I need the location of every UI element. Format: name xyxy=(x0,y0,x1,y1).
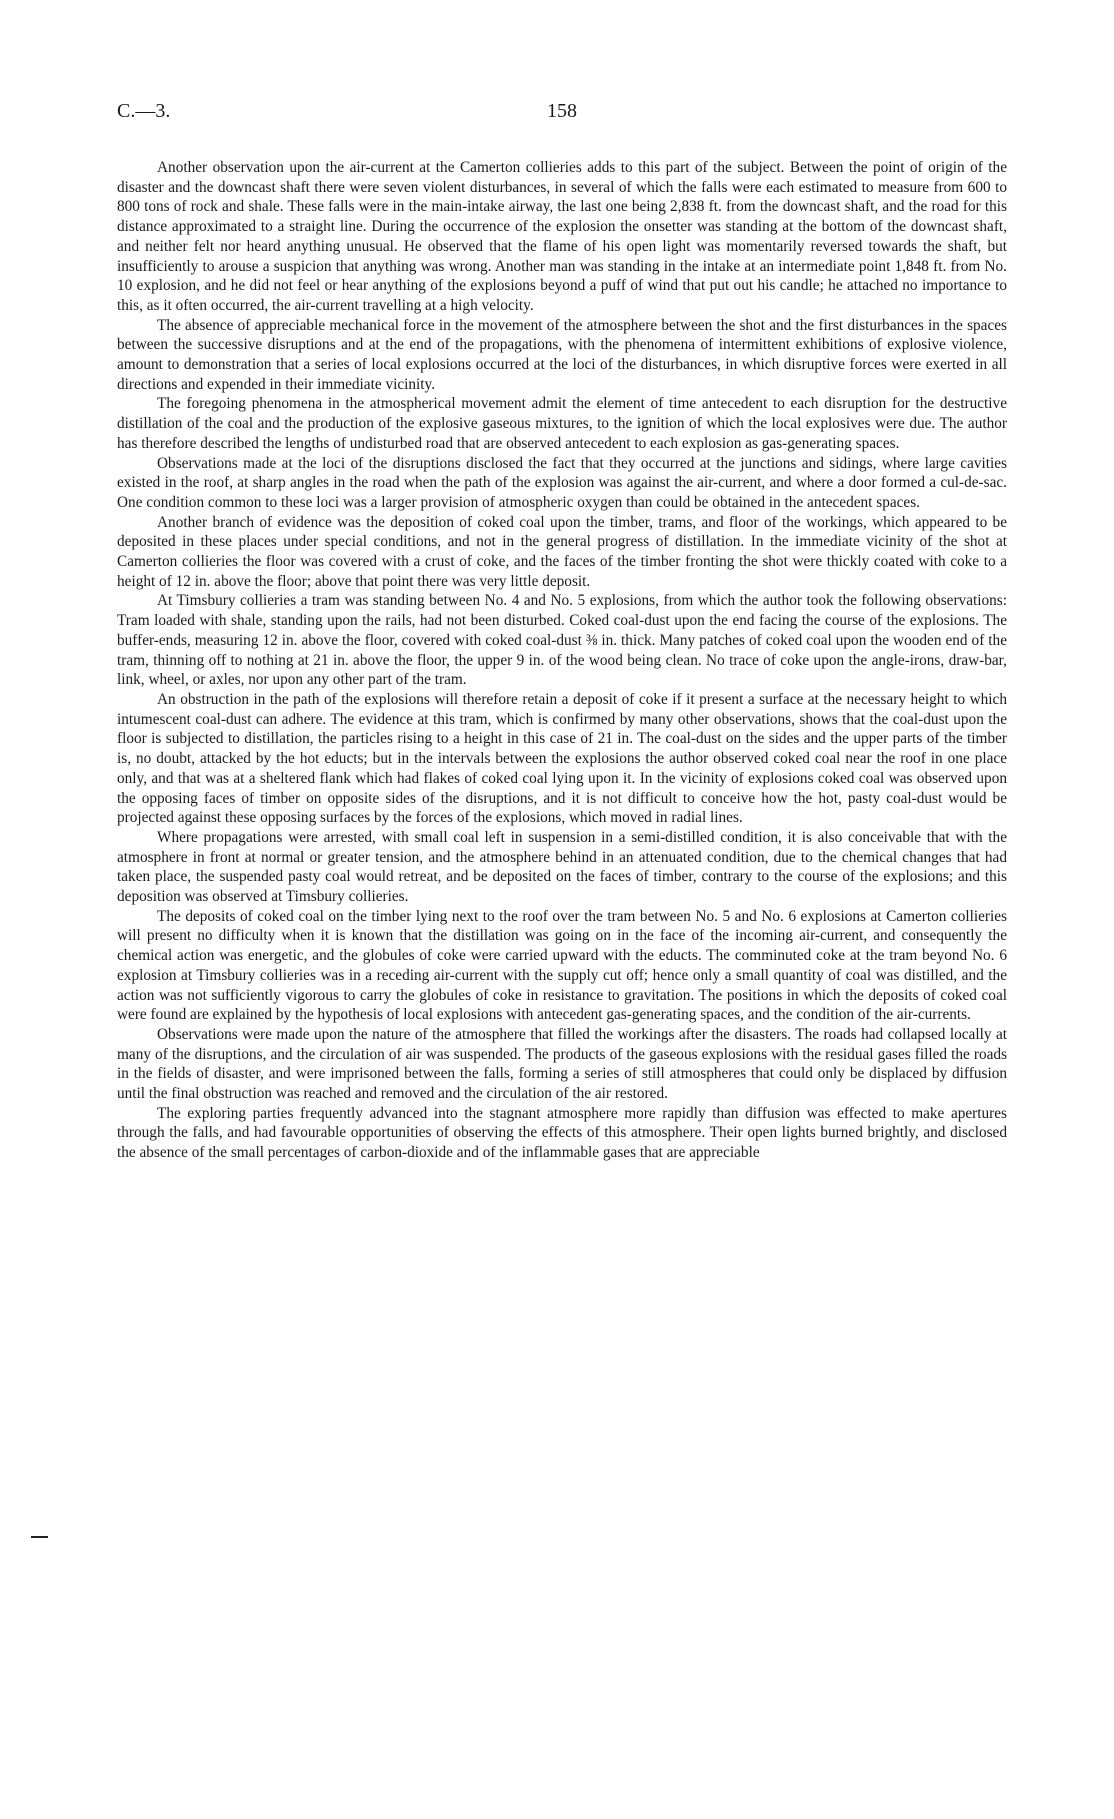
document-reference: C.—3. xyxy=(117,100,171,122)
running-head xyxy=(117,100,1007,140)
page-number: 158 xyxy=(547,100,577,122)
paragraph: At Timsbury collieries a tram was standing between No. 4 and No. 5 explosions, from which the author took the following observations: Tram loaded with shale, standing upon the rails, had not been disturbed. Coked coal-dust upon the end facing the course of the explosions. The buffer-ends, measuring 12 in. above the floor, covered with coked coal-dust ⅜ in. thick. Many patches of coked coal upon the wooden end of the tram, thinning off to nothing at 21 in. above the floor, the upper 9 in. of the wood being clean. No trace of coke upon the angle-irons, draw-bar, link, wheel, or axles, nor upon any other part of the tram. xyxy=(117,592,1007,689)
paragraph: Another observation upon the air-current at the Camerton collieries adds to this part of the subject. Between the point of origin of the disaster and the downcast shaft there were seven violent disturbances, in several of which the falls were each estimated to measure from 600 to 800 tons of rock and shale. These falls were in the main-intake airway, the last one being 2,838 ft. from the downcast shaft, and the road for this distance approximated to a straight line. During the occurrence of the explosion the onsetter was standing at the bottom of the downcast shaft, and neither felt nor heard anything unusual. He observed that the flame of his open light was momentarily reversed towards the shaft, but insufficiently to arouse a suspicion that anything was wrong. Another man was standing in the intake at an intermediate point 1,848 ft. from No. 10 explosion, and he did not feel or hear anything of the explosions beyond a puff of wind that put out his candle; he attached no importance to this, as it often occurred, the air-current travelling at a high velocity. xyxy=(117,159,1007,314)
paragraph: Observations were made upon the nature of the atmosphere that filled the workings after the disasters. The roads had collapsed locally at many of the disruptions, and the circulation of air was suspended. The products of the gaseous explosions with the residual gases filled the roads in the fields of disaster, and were imprisoned between the falls, forming a series of still atmospheres that could only be displaced by diffusion until the final obstruction was reached and removed and the circulation of the air restored. xyxy=(117,1025,1007,1103)
paragraph: Where propagations were arrested, with small coal left in suspension in a semi-distilled condition, it is also conceivable that with the atmosphere in front at normal or greater tension, and the atmosphere behind in an attenuated condition, due to the chemical changes that had taken place, the suspended pasty coal would retreat, and be deposited on the faces of timber, contrary to the course of the explosions; and this deposition was observed at Timsbury collieries. xyxy=(117,828,1007,906)
paragraph: An obstruction in the path of the explosions will therefore retain a deposit of coke if it present a surface at the necessary height to which intumescent coal-dust can adhere. The evidence at this tram, which is confirmed by many other observations, shows that the coal-dust upon the floor is subjected to distillation, the particles rising to a height in this case of 21 in. The coal-dust on the sides and the upper parts of the timber is, no doubt, attacked by the hot educts; but in the intervals between the explosions the author observed coked coal near the roof in one place only, and that was at a sheltered flank which had flakes of coked coal lying upon it. In the vicinity of explosions coked coal was observed upon the opposing faces of timber on opposite sides of the disruptions, and it is not difficult to conceive how the hot, pasty coal-dust would be projected against these opposing surfaces by the forces of the explosions, which moved in radial lines. xyxy=(117,690,1007,827)
paragraph: The absence of appreciable mechanical force in the movement of the atmosphere between the shot and the first disturbances in the spaces between the successive disruptions and at the end of the propagations, with the phenomena of intermittent exhibitions of explosive violence, amount to demonstration that a series of local explosions occurred at the loci of the disturbances, in which disruptive forces were exerted in all directions and expended in their immediate vicinity. xyxy=(117,316,1007,393)
paragraph: Another branch of evidence was the deposition of coked coal upon the timber, trams, and floor of the workings, which appeared to be deposited in these places under special conditions, and not in the general progress of distillation. In the immediate vicinity of the shot at Camerton collieries the floor was covered with a crust of coke, and the faces of the timber fronting the shot were thickly coated with coke to a height of 12 in. above the floor; above that point there was very little deposit. xyxy=(117,513,1007,590)
document-page xyxy=(117,100,1007,1163)
paragraph: The foregoing phenomena in the atmospherical movement admit the element of time antecedent to each disruption for the destructive distillation of the coal and the production of the explosive gaseous mixtures, to the ignition of which the local explosives were due. The author has therefore described the lengths of undisturbed road that are observed antecedent to each explosion as gas-generating spaces. xyxy=(117,395,1007,452)
paragraph: The deposits of coked coal on the timber lying next to the roof over the tram between No. 5 and No. 6 explosions at Camerton collieries will present no difficulty when it is known that the distillation was going on in the face of the incoming air-current, and consequently the chemical action was energetic, and the globules of coke were carried upward with the educts. The comminuted coke at the tram beyond No. 6 explosion at Timsbury collieries was in a receding air-current with the supply cut off; hence only a small quantity of coal was distilled, and the action was not sufficiently vigorous to carry the globules of coke in resistance to gravitation. The positions in which the deposits of coked coal were found are explained by the hypothesis of local explosions with antecedent gas-generating spaces, and the condition of the air-currents. xyxy=(117,907,1007,1024)
margin-mark xyxy=(31,1536,48,1538)
paragraph: The exploring parties frequently advanced into the stagnant atmosphere more rapidly than diffusion was effected to make apertures through the falls, and had favourable opportunities of observing the effects of this atmosphere. Their open lights burned brightly, and disclosed the absence of the small percentages of carbon-dioxide and of the inflammable gases that are appreciable xyxy=(117,1104,1007,1162)
body-text xyxy=(117,158,1007,1163)
paragraph: Observations made at the loci of the disruptions disclosed the fact that they occurred at the junctions and sidings, where large cavities existed in the roof, at sharp angles in the road when the path of the explosion was against the air-current, and where a door formed a cul-de-sac. One condition common to these loci was a larger provision of atmospheric oxygen than could be obtained in the antecedent spaces. xyxy=(117,454,1007,511)
